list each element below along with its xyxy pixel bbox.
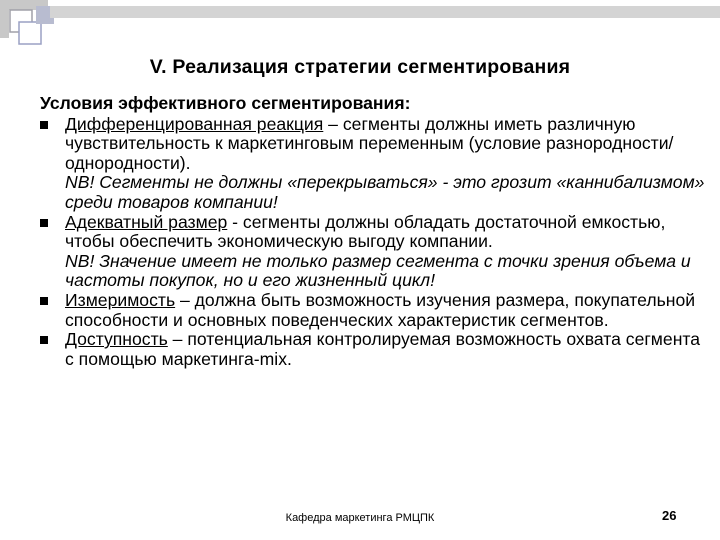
list-item-accessibility — [40, 330, 710, 369]
slide-title: V. Реализация стратегии сегментирования — [149, 56, 571, 78]
square-bullet-icon — [40, 336, 48, 344]
list-item-measurability — [40, 291, 710, 330]
bullet-text: – сегменты должны иметь различную чувствительность к маркетинговым переменным (условие разнородности/однородности). — [65, 113, 674, 173]
slide-content — [40, 94, 710, 369]
bullet-note: NB! Значение имеет не только размер сегмента с точки зрения объема и частоты покупок, но и его жизненный цикл! — [65, 250, 691, 291]
bullet-term: Измеримость — [65, 289, 176, 310]
bullet-text: – должна быть возможность изучения размера, покупательной способности и основных поведенческих характеристик сегментов. — [65, 289, 696, 330]
square-bullet-icon — [40, 297, 48, 305]
list-item-differentiated-response — [40, 115, 710, 213]
bullet-term: Адекватный размер — [65, 211, 228, 232]
square-bullet-icon — [40, 219, 48, 227]
bullet-term: Дифференцированная реакция — [65, 113, 324, 134]
bullet-note: NB! Сегменты не должны «перекрываться» - это грозит «каннибализмом» среди товаров компании! — [65, 172, 705, 212]
decorative-header-squares — [0, 0, 720, 60]
list-item-adequate-size — [40, 213, 710, 291]
bullet-text: - сегменты должны обладать достаточной емкостью, чтобы обеспечить экономическую выгоду компании. — [65, 211, 666, 252]
bullet-term: Доступность — [65, 329, 168, 350]
bullet-text: – потенциальная контролируемая возможность охвата сегмента с помощью маркетинга-mix. — [65, 329, 701, 369]
page-number: 26 — [662, 508, 677, 523]
square-bullet-icon — [40, 121, 48, 129]
slide-footer: Кафедра маркетинга РМЦПК — [285, 512, 435, 524]
conditions-heading: Условия эффективного сегментирования: — [40, 93, 411, 113]
